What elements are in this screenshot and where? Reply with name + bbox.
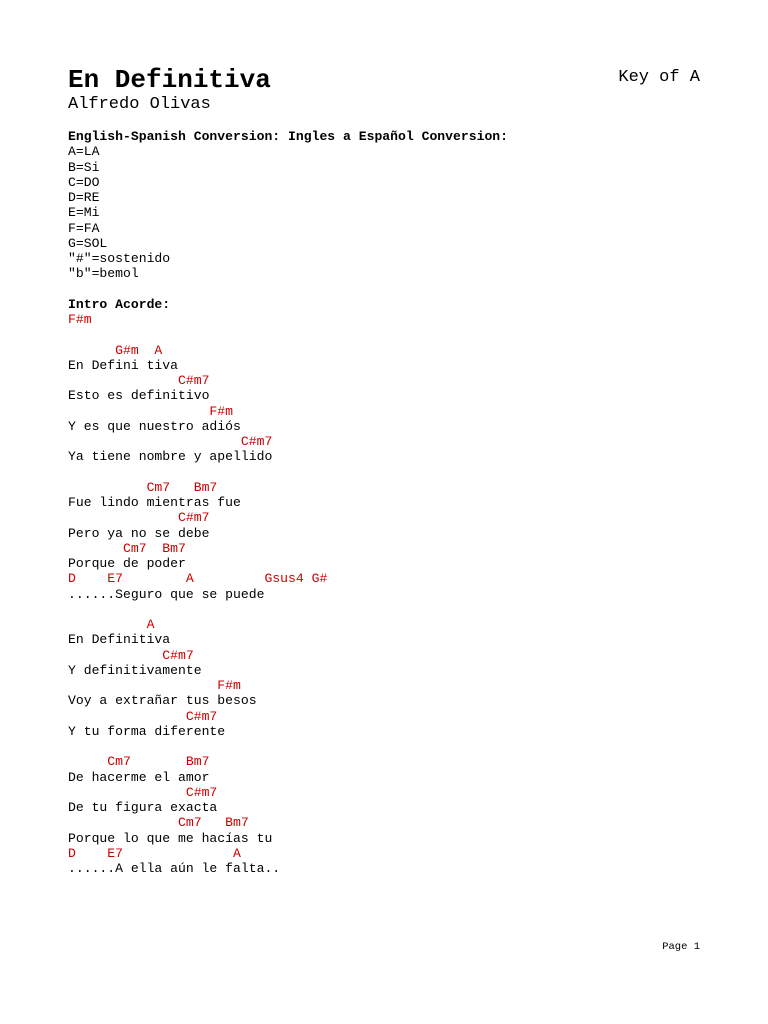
section-heading: Intro Acorde: xyxy=(68,296,171,312)
lyric-line: ......A ella aún le falta.. xyxy=(68,861,281,876)
lyric-line: Esto es definitivo xyxy=(68,388,210,404)
chord-line: G#m A xyxy=(68,342,163,358)
chord-line: C#m7 xyxy=(68,647,194,663)
blank-line xyxy=(68,739,708,754)
lyric-line: Voy a extrañar tus besos xyxy=(68,693,257,709)
lyric-line: En Defini tiva xyxy=(68,357,179,373)
conversion-line: F=FA xyxy=(68,220,100,236)
section-heading: English-Spanish Conversion: Ingles a Español Conversion: xyxy=(68,129,509,144)
chord-line: F#m xyxy=(68,312,92,327)
lyric-line: Ya tiene nombre y apellido xyxy=(68,449,273,465)
lyric-line: Y es que nuestro adiós xyxy=(68,418,241,434)
lyric-line: Fue lindo mientras fue xyxy=(68,495,241,510)
artist-name: Alfredo Olivas xyxy=(68,95,211,114)
song-key: Key of A xyxy=(618,68,700,87)
blank-line xyxy=(68,602,708,617)
conversion-line: G=SOL xyxy=(68,235,108,251)
chord-line: Cm7 Bm7 xyxy=(68,479,218,495)
chord-line: D E7 A xyxy=(68,845,241,861)
chord-line: Cm7 Bm7 xyxy=(68,815,249,831)
chord-line: F#m xyxy=(68,403,234,419)
blank-line xyxy=(68,282,708,297)
conversion-line: A=LA xyxy=(68,144,100,160)
conversion-line: C=DO xyxy=(68,174,100,190)
lyric-line: Pero ya no se debe xyxy=(68,525,210,541)
conversion-line: B=Si xyxy=(68,159,100,175)
conversion-line: E=Mi xyxy=(68,205,100,221)
song-title: En Definitiva xyxy=(68,65,271,95)
blank-line xyxy=(68,327,708,342)
lyric-line: Porque de poder xyxy=(68,556,186,571)
chord-line: C#m7 xyxy=(68,434,273,449)
chord-line: Cm7 Bm7 xyxy=(68,540,186,556)
lyric-line: De tu figura exacta xyxy=(68,800,218,815)
chord-line: C#m7 xyxy=(68,784,218,800)
lyric-line: De hacerme el amor xyxy=(68,769,210,785)
chord-line: A xyxy=(68,617,155,632)
lyric-line: ......Seguro que se puede xyxy=(68,586,265,602)
conversion-line: "b"=bemol xyxy=(68,266,139,282)
chord-line: D E7 A Gsus4 G# xyxy=(68,571,328,587)
lyric-line: En Definitiva xyxy=(68,632,171,648)
page-number: Page 1 xyxy=(662,941,700,953)
chord-line: Cm7 Bm7 xyxy=(68,754,210,770)
conversion-line: "#"=sostenido xyxy=(68,251,171,266)
blank-line xyxy=(68,465,708,480)
chord-line: C#m7 xyxy=(68,510,210,526)
conversion-line: D=RE xyxy=(68,190,100,205)
chord-line: C#m7 xyxy=(68,373,210,388)
lyric-line: Porque lo que me hacías tu xyxy=(68,830,273,846)
chord-line: C#m7 xyxy=(68,708,218,724)
sheet-body xyxy=(68,129,708,876)
chord-line: F#m xyxy=(68,678,241,693)
lyric-line: Y tu forma diferente xyxy=(68,723,226,739)
lyric-line: Y definitivamente xyxy=(68,662,202,678)
